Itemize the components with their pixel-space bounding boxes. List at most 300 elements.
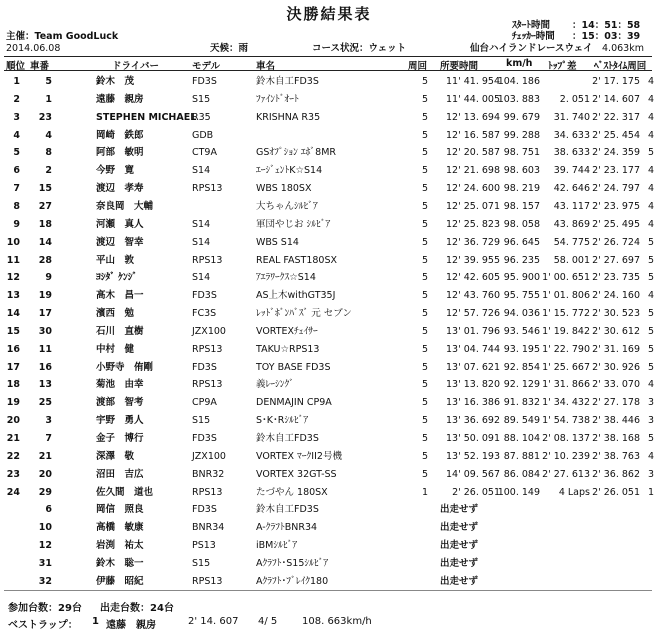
cell-pos: 7 xyxy=(13,183,20,195)
cell-gap: 54. 775 xyxy=(553,236,590,248)
cell-car-name: 軍団やじお ｼﾙﾋﾞｱ xyxy=(256,218,331,230)
cell-driver: 宇野 勇人 xyxy=(96,415,144,427)
cell-car-name: A-ｸﾗﾌﾄBNR34 xyxy=(256,522,318,534)
checker-time-label: ﾁｪｯｶｰ時間 xyxy=(512,31,555,42)
cell-best-lap: 4 xyxy=(647,111,654,123)
table-row xyxy=(0,270,658,286)
footer-rule xyxy=(4,590,652,591)
cell-gap: 1' 54. 738 xyxy=(542,415,590,427)
cell-car-name: ﾌｧｲﾝﾄﾞｵｰﾄ xyxy=(256,93,299,105)
cell-laps: 5 xyxy=(421,361,428,373)
cell-car-number: 14 xyxy=(38,236,52,248)
cell-speed: 89. 549 xyxy=(503,415,540,427)
cell-best-time: 2' 38. 446 xyxy=(592,415,640,427)
cell-best-time: 2' 22. 317 xyxy=(592,111,640,123)
cell-laps: 5 xyxy=(421,379,428,391)
cell-speed: 96. 235 xyxy=(503,254,540,266)
cell-total-time: 出走せず xyxy=(440,522,479,534)
cell-total-time: 14' 09. 567 xyxy=(446,468,500,480)
cell-laps: 5 xyxy=(421,93,428,105)
cell-speed: 96. 645 xyxy=(503,236,540,248)
cell-best-lap: 5 xyxy=(647,272,654,284)
cell-pos: 13 xyxy=(6,290,20,302)
cell-best-time: 2' 30. 926 xyxy=(592,361,640,373)
cell-best-time: 2' 30. 523 xyxy=(592,308,640,320)
cell-best-lap: 5 xyxy=(647,236,654,248)
cell-car-name: VORTEX 32GT-SS xyxy=(256,468,337,480)
cell-best-lap: 5 xyxy=(647,361,654,373)
cell-pos: 18 xyxy=(6,379,20,391)
cell-car-name: S･K･Rｼﾙﾋﾞｱ xyxy=(256,415,309,427)
cell-car-number: 25 xyxy=(38,397,52,409)
cell-model: FD3S xyxy=(192,504,217,516)
table-row xyxy=(0,288,658,304)
cell-speed: 87. 881 xyxy=(503,450,540,462)
cell-driver: 岡崎 鉄郎 xyxy=(96,129,144,141)
best-lap-lap: 4/ 5 xyxy=(258,616,278,627)
cell-laps: 5 xyxy=(421,236,428,248)
cell-gap: 38. 633 xyxy=(553,147,590,159)
cell-car-name: WBS 180SX xyxy=(256,183,312,195)
cell-gap: 1' 31. 866 xyxy=(542,379,590,391)
cell-model: S14 xyxy=(192,165,211,177)
cell-driver: 平山 敦 xyxy=(96,254,135,266)
col-car: 車名 xyxy=(256,61,276,72)
cell-best-time: 2' 26. 051 xyxy=(592,486,640,498)
cell-car-name: iBMｼﾙﾋﾞｱ xyxy=(256,540,298,552)
cell-car-name: REAL FAST180SX xyxy=(256,254,338,266)
cell-car-number: 12 xyxy=(38,540,52,552)
cell-driver: 伊藤 昭紀 xyxy=(96,575,144,587)
cell-total-time: 12' 21. 698 xyxy=(446,165,500,177)
cell-model: CT9A xyxy=(192,147,217,159)
cell-driver: 濱西 勉 xyxy=(96,308,135,320)
cell-driver: STEPHEN MICHAEL xyxy=(96,111,197,123)
checker-time-value: ：15：03：39 xyxy=(572,31,641,42)
cell-total-time: 13' 13. 820 xyxy=(446,379,500,391)
cell-model: JZX100 xyxy=(192,450,226,462)
cell-driver: 高橋 敏康 xyxy=(96,522,144,534)
cell-driver: 高木 昌一 xyxy=(96,290,144,302)
cell-pos: 11 xyxy=(6,254,20,266)
cell-driver: 鈴木 茂 xyxy=(96,76,135,87)
cell-car-number: 13 xyxy=(38,379,52,391)
cell-best-time: 2' 27. 697 xyxy=(592,254,640,266)
cell-car-number: 17 xyxy=(38,308,52,320)
cell-car-name: 鈴木自工FD3S xyxy=(256,433,319,444)
best-lap-driver: 遠藤 親房 xyxy=(106,620,156,631)
cell-car-name: DENMAJIN CP9A xyxy=(256,397,332,409)
cell-model: RPS13 xyxy=(192,183,223,195)
cell-total-time: 12' 39. 955 xyxy=(446,254,500,266)
cell-driver: 佐久間 道也 xyxy=(96,486,154,498)
cell-pos: 2 xyxy=(13,93,20,105)
cell-model: S14 xyxy=(192,272,211,284)
cell-gap: 58. 001 xyxy=(553,254,590,266)
table-row xyxy=(0,556,658,572)
cell-best-lap: 3 xyxy=(647,397,654,409)
table-row xyxy=(0,324,658,340)
cell-pos: 20 xyxy=(6,415,20,427)
cell-gap: 31. 740 xyxy=(553,111,590,123)
cell-speed: 95. 755 xyxy=(503,290,540,302)
table-row xyxy=(0,485,658,501)
table-row xyxy=(0,92,658,108)
cell-best-lap: 5 xyxy=(647,325,654,337)
best-lap-label: ベストラップ： xyxy=(8,620,78,631)
cell-driver: 菊池 由幸 xyxy=(96,379,144,391)
cell-pos: 3 xyxy=(13,111,20,123)
cell-car-name: KRISHNA R35 xyxy=(256,111,321,123)
cell-pos: 9 xyxy=(13,218,20,230)
cell-total-time: 出走せず xyxy=(440,540,479,552)
table-row xyxy=(0,253,658,269)
cell-car-name: WBS S14 xyxy=(256,236,299,248)
cell-model: FD3S xyxy=(192,433,217,444)
cell-model: BNR34 xyxy=(192,522,225,534)
cell-car-number: 29 xyxy=(38,486,52,498)
cell-best-time: 2' 38. 763 xyxy=(592,450,640,462)
cell-car-name: 義ﾚｰｼﾝｸﾞ xyxy=(256,379,295,391)
cell-car-name: ﾚｯﾄﾞﾎﾞﾝﾊﾞｽﾞ 元 セブン xyxy=(256,308,352,320)
cell-best-lap: 4 xyxy=(647,379,654,391)
cell-pos: 12 xyxy=(6,272,20,284)
cell-best-time: 2' 38. 168 xyxy=(592,433,640,444)
cell-laps: 5 xyxy=(421,290,428,302)
cell-best-lap: 5 xyxy=(647,433,654,444)
cell-driver: 遠藤 親房 xyxy=(96,93,144,105)
cell-car-number: 18 xyxy=(38,218,52,230)
cell-driver: 渡辺 智幸 xyxy=(96,236,144,248)
cell-total-time: 出走せず xyxy=(440,575,479,587)
cell-total-time: 12' 25. 071 xyxy=(446,200,500,212)
cell-speed: 99. 679 xyxy=(503,111,540,123)
cell-pos: 15 xyxy=(6,325,20,337)
table-row xyxy=(0,235,658,251)
cell-car-name: ｱｴﾗﾜｰｸｽ☆S14 xyxy=(256,272,316,284)
cell-total-time: 13' 36. 692 xyxy=(446,415,500,427)
table-row xyxy=(0,431,658,447)
cell-pos: 16 xyxy=(6,343,20,355)
cell-best-lap: 1 xyxy=(647,486,654,498)
cell-best-time: 2' 14. 607 xyxy=(592,93,640,105)
cell-car-name: たづやん 180SX xyxy=(256,486,328,498)
cell-best-lap: 4 xyxy=(647,450,654,462)
organizer: 主催：Team GoodLuck xyxy=(6,31,119,42)
cell-best-time: 2' 24. 797 xyxy=(592,183,640,195)
start-time-value: ：14：51：58 xyxy=(572,20,641,31)
cell-gap: 42. 646 xyxy=(553,183,590,195)
table-row xyxy=(0,128,658,144)
cell-driver: 河瀬 真人 xyxy=(96,218,144,230)
cell-pos: 6 xyxy=(13,165,20,177)
cell-total-time: 12' 20. 587 xyxy=(446,147,500,159)
cell-car-number: 4 xyxy=(45,129,52,141)
cell-gap: 1' 34. 432 xyxy=(542,397,590,409)
cell-gap: 1' 15. 772 xyxy=(542,308,590,320)
cell-speed: 99. 288 xyxy=(503,129,540,141)
cell-best-lap: 4 xyxy=(647,183,654,195)
cell-laps: 5 xyxy=(421,218,428,230)
cell-total-time: 12' 36. 729 xyxy=(446,236,500,248)
cell-car-number: 9 xyxy=(45,272,52,284)
col-num: 車番 xyxy=(30,61,50,72)
cell-total-time: 12' 57. 726 xyxy=(446,308,500,320)
cell-laps: 5 xyxy=(421,165,428,177)
cell-laps: 5 xyxy=(421,450,428,462)
cell-gap: 1' 25. 667 xyxy=(542,361,590,373)
cell-best-lap: 4 xyxy=(647,93,654,105)
best-lap-car-number: 1 xyxy=(92,616,99,627)
cell-best-time: 2' 27. 178 xyxy=(592,397,640,409)
cell-best-time: 2' 36. 862 xyxy=(592,468,640,480)
cell-pos: 1 xyxy=(13,76,20,87)
table-row xyxy=(0,413,658,429)
table-row xyxy=(0,74,658,90)
cell-car-name: ｴｰｼﾞｪﾝﾄK☆S14 xyxy=(256,165,323,177)
cell-model: FC3S xyxy=(192,308,217,320)
cell-best-lap: 4 xyxy=(647,165,654,177)
best-lap-speed: 108. 663km/h xyxy=(302,616,372,627)
table-row xyxy=(0,199,658,215)
start-time-label: ｽﾀｰﾄ時間 xyxy=(512,20,551,31)
cell-car-number: 7 xyxy=(45,433,52,444)
cell-total-time: 11' 44. 005 xyxy=(446,93,500,105)
col-gap: ﾄｯﾌﾟ差 xyxy=(548,61,577,72)
cell-model: RPS13 xyxy=(192,575,223,587)
cell-laps: 5 xyxy=(421,129,428,141)
cell-driver: 今野 寛 xyxy=(96,165,135,177)
cell-model: RPS13 xyxy=(192,254,223,266)
cell-model: S14 xyxy=(192,218,211,230)
table-row xyxy=(0,502,658,518)
table-row xyxy=(0,181,658,197)
cell-laps: 5 xyxy=(421,183,428,195)
course-status: コース状況：ウェット xyxy=(312,43,407,54)
table-row xyxy=(0,395,658,411)
table-row xyxy=(0,538,658,554)
cell-laps: 5 xyxy=(421,308,428,320)
cell-speed: 92. 129 xyxy=(503,379,540,391)
cell-pos: 8 xyxy=(13,200,20,212)
cell-gap: 1' 19. 842 xyxy=(542,325,590,337)
cell-pos: 5 xyxy=(13,147,20,159)
table-row xyxy=(0,342,658,358)
cell-speed: 88. 104 xyxy=(503,433,540,444)
cell-pos: 4 xyxy=(13,129,20,141)
cell-gap: 39. 744 xyxy=(553,165,590,177)
cell-laps: 5 xyxy=(421,397,428,409)
cell-car-name: Aｸﾗﾌﾄ･S15ｼﾙﾋﾞｱ xyxy=(256,557,329,569)
cell-pos: 22 xyxy=(6,450,20,462)
col-laps: 周回 xyxy=(408,61,428,72)
cell-model: BNR32 xyxy=(192,468,225,480)
cell-car-number: 5 xyxy=(45,76,52,87)
cell-speed: 86. 084 xyxy=(503,468,540,480)
cell-laps: 5 xyxy=(421,147,428,159)
cell-best-time: 2' 23. 735 xyxy=(592,272,640,284)
cell-best-lap: 3 xyxy=(647,468,654,480)
cell-gap: 2' 08. 137 xyxy=(542,433,590,444)
cell-laps: 5 xyxy=(421,272,428,284)
cell-model: S14 xyxy=(192,236,211,248)
cell-driver: 岡信 照良 xyxy=(96,504,144,516)
cell-best-lap: 4 xyxy=(647,76,654,87)
cell-pos: 23 xyxy=(6,468,20,480)
cell-driver: 中村 健 xyxy=(96,343,135,355)
cell-pos: 24 xyxy=(6,486,20,498)
cell-driver: 鈴木 聡一 xyxy=(96,557,144,569)
cell-model: S15 xyxy=(192,557,211,569)
cell-best-time: 2' 23. 177 xyxy=(592,165,640,177)
cell-total-time: 13' 04. 744 xyxy=(446,343,500,355)
cell-total-time: 13' 01. 796 xyxy=(446,325,500,337)
cell-car-number: 8 xyxy=(45,147,52,159)
cell-best-lap: 4 xyxy=(647,129,654,141)
cell-laps: 5 xyxy=(421,76,428,87)
cell-total-time: 12' 24. 600 xyxy=(446,183,500,195)
cell-best-time: 2' 33. 070 xyxy=(592,379,640,391)
cell-car-number: 21 xyxy=(38,450,52,462)
table-row xyxy=(0,377,658,393)
cell-pos: 21 xyxy=(6,433,20,444)
circuit-name: 仙台ハイランドレースウェイ xyxy=(470,43,593,54)
cell-car-number: 23 xyxy=(38,111,52,123)
cell-car-name: VORTEX ﾏｰｸII2号機 xyxy=(256,450,342,462)
cell-speed: 100. 149 xyxy=(497,486,540,498)
cell-speed: 92. 854 xyxy=(503,361,540,373)
header-rule-bottom xyxy=(4,70,652,71)
page-title: 決勝結果表 xyxy=(286,5,372,23)
cell-car-number: 32 xyxy=(38,575,52,587)
cell-total-time: 12' 42. 605 xyxy=(446,272,500,284)
cell-car-name: Aｸﾗﾌﾄ･ﾌﾞﾚｲｸ180 xyxy=(256,575,329,587)
table-row xyxy=(0,360,658,376)
cell-driver: 小野寺 侑剛 xyxy=(96,361,154,373)
entries-count: 参加台数：29台 xyxy=(8,603,82,614)
col-pos: 順位 xyxy=(6,61,26,72)
cell-gap: 43. 869 xyxy=(553,218,590,230)
cell-model: PS13 xyxy=(192,540,216,552)
cell-laps: 5 xyxy=(421,111,428,123)
cell-laps: 5 xyxy=(421,468,428,480)
cell-car-number: 28 xyxy=(38,254,52,266)
cell-speed: 98. 219 xyxy=(503,183,540,195)
cell-total-time: 13' 52. 193 xyxy=(446,450,500,462)
cell-car-number: 11 xyxy=(38,343,52,355)
cell-best-lap: 4 xyxy=(647,290,654,302)
cell-model: R35 xyxy=(192,111,211,123)
cell-driver: 深澤 敬 xyxy=(96,450,135,462)
cell-car-name: AS上木withGT35J xyxy=(256,290,336,302)
cell-gap: 2' 27. 613 xyxy=(542,468,590,480)
cell-total-time: 12' 43. 760 xyxy=(446,290,500,302)
cell-speed: 93. 195 xyxy=(503,343,540,355)
cell-speed: 91. 832 xyxy=(503,397,540,409)
cell-best-lap: 4 xyxy=(647,218,654,230)
header-rule-top xyxy=(4,56,652,57)
best-lap-time: 2' 14. 607 xyxy=(188,616,239,627)
cell-total-time: 12' 25. 823 xyxy=(446,218,500,230)
cell-car-number: 1 xyxy=(45,93,52,105)
cell-driver: 奈良岡 大輔 xyxy=(96,200,154,212)
cell-model: RPS13 xyxy=(192,486,223,498)
cell-best-lap: 5 xyxy=(647,254,654,266)
race-date: 2014.06.08 xyxy=(6,43,61,54)
cell-model: RPS13 xyxy=(192,379,223,391)
cell-pos: 14 xyxy=(6,308,20,320)
cell-car-number: 19 xyxy=(38,290,52,302)
cell-speed: 104. 186 xyxy=(497,76,540,87)
cell-gap: 34. 633 xyxy=(553,129,590,141)
cell-best-time: 2' 25. 495 xyxy=(592,218,640,230)
col-speed: km/h xyxy=(506,58,533,69)
col-best: ﾍﾞｽﾄﾀｲﾑ周回 xyxy=(594,61,647,72)
weather: 天候：雨 xyxy=(210,43,249,54)
cell-driver: 阿部 敏明 xyxy=(96,147,144,159)
cell-car-name: VORTEXﾁｪｲｻｰ xyxy=(256,325,318,337)
cell-speed: 98. 058 xyxy=(503,218,540,230)
cell-car-number: 20 xyxy=(38,468,52,480)
col-model: モデル xyxy=(192,61,221,72)
cell-laps: 1 xyxy=(421,486,428,498)
cell-total-time: 13' 16. 386 xyxy=(446,397,500,409)
table-row xyxy=(0,163,658,179)
cell-car-name: TAKU☆RPS13 xyxy=(256,343,320,355)
circuit-distance: 4.063km xyxy=(602,43,644,54)
cell-model: JZX100 xyxy=(192,325,226,337)
cell-driver: 金子 博行 xyxy=(96,433,144,444)
table-row xyxy=(0,145,658,161)
cell-speed: 98. 157 xyxy=(503,200,540,212)
cell-car-number: 15 xyxy=(38,183,52,195)
cell-speed: 93. 546 xyxy=(503,325,540,337)
cell-model: S15 xyxy=(192,415,211,427)
cell-best-lap: 5 xyxy=(647,147,654,159)
cell-best-time: 2' 31. 169 xyxy=(592,343,640,355)
cell-best-time: 2' 25. 454 xyxy=(592,129,640,141)
table-row xyxy=(0,110,658,126)
cell-total-time: 出走せず xyxy=(440,557,479,569)
cell-car-number: 10 xyxy=(38,522,52,534)
cell-best-time: 2' 24. 359 xyxy=(592,147,640,159)
cell-driver: 岩渕 祐太 xyxy=(96,540,144,552)
cell-car-name: GSｵﾌﾟｼｮﾝ ｴﾎﾞ8MR xyxy=(256,147,337,159)
cell-best-time: 2' 26. 724 xyxy=(592,236,640,248)
cell-best-time: 2' 23. 975 xyxy=(592,200,640,212)
cell-gap: 2. 051 xyxy=(559,93,590,105)
cell-best-lap: 3 xyxy=(647,415,654,427)
cell-total-time: 12' 13. 694 xyxy=(446,111,500,123)
cell-driver: 石川 直樹 xyxy=(96,325,144,337)
cell-speed: 94. 036 xyxy=(503,308,540,320)
cell-best-lap: 5 xyxy=(647,343,654,355)
cell-total-time: 13' 07. 621 xyxy=(446,361,500,373)
cell-speed: 95. 900 xyxy=(503,272,540,284)
cell-total-time: 出走せず xyxy=(440,504,479,516)
col-driver: ドライバー xyxy=(112,61,160,72)
cell-gap: 2' 10. 239 xyxy=(542,450,590,462)
cell-car-number: 2 xyxy=(45,165,52,177)
cell-laps: 5 xyxy=(421,433,428,444)
cell-best-time: 2' 17. 175 xyxy=(592,76,640,87)
cell-model: FD3S xyxy=(192,361,217,373)
cell-gap: 1' 00. 651 xyxy=(542,272,590,284)
cell-model: FD3S xyxy=(192,76,217,87)
cell-car-number: 31 xyxy=(38,557,52,569)
table-row xyxy=(0,574,658,590)
cell-gap: 1' 01. 806 xyxy=(542,290,590,302)
